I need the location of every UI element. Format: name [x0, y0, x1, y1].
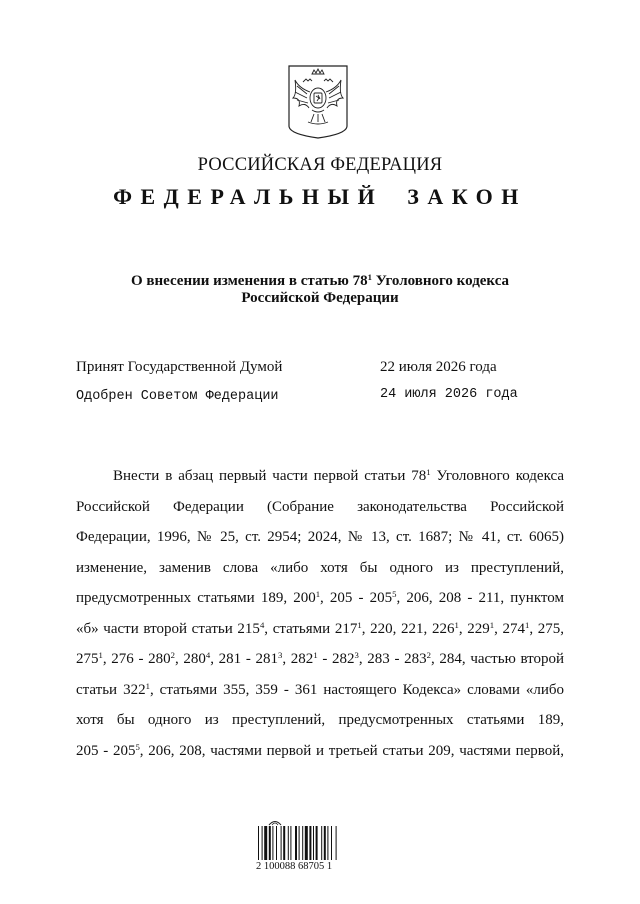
barcode-bar — [281, 826, 282, 860]
article-superscript: 1 — [367, 272, 372, 283]
law-subject-line-1 — [0, 273, 640, 290]
body-text-segment: , 282 — [282, 651, 314, 667]
body-text-segment: хотя бы одного из преступлений, предусмотренных статьями 189, — [76, 712, 564, 728]
article-superscript: 1 — [426, 467, 431, 478]
article-superscript: 1 — [454, 619, 459, 630]
law-subject-line-2: Российской Федерации — [241, 290, 399, 306]
body-text-segment: Федерации, 1996, № 25, ст. 2954; 2024, № 13, ст. 1687; № 41, ст. 6065) — [76, 529, 564, 545]
barcode-bars — [256, 826, 356, 860]
body-text-segment: , 220, 221, 226 — [361, 620, 455, 637]
barcode-bar — [295, 826, 297, 860]
article-superscript: 4 — [205, 650, 211, 661]
body-text-line — [76, 492, 564, 523]
article-superscript: 4 — [259, 619, 265, 630]
body-text-segment: , 275, — [529, 620, 565, 637]
article-superscript: 1 — [98, 650, 103, 661]
barcode-bar — [305, 826, 308, 860]
article-superscript: 1 — [357, 619, 362, 630]
article-superscript: 2 — [426, 650, 431, 661]
body-text-segment: - 282 — [317, 651, 355, 667]
barcode-bar — [331, 826, 332, 860]
body-text-segment: Внести в абзац первый части первой статьи 78 — [113, 468, 427, 484]
body-text-segment: , 206, 208 - 211, пунктом — [396, 590, 564, 606]
body-text-segment: статьи 322 — [76, 681, 146, 698]
barcode-bar — [272, 826, 273, 860]
law-body-paragraph — [76, 461, 564, 766]
barcode-bar — [316, 826, 318, 860]
article-superscript: 1 — [489, 619, 495, 630]
body-text-segment: 275 — [76, 651, 99, 667]
barcode-bar — [290, 826, 291, 860]
barcode-bar — [321, 826, 322, 860]
barcode-bar — [264, 826, 267, 860]
article-superscript: 1 — [145, 680, 150, 691]
law-subject-title — [0, 273, 640, 307]
article-superscript: 3 — [278, 650, 283, 661]
body-text-segment: «б» части второй статьи 215 — [76, 620, 260, 637]
barcode-bar — [262, 826, 263, 860]
duma-adoption-date: 22 июля 2026 года — [380, 359, 497, 375]
body-text-segment: Российской Федерации (Собрание законодательства Российской — [76, 498, 564, 515]
barcode-bar — [258, 826, 259, 860]
council-approval-label: Одобрен Советом Федерации — [76, 389, 279, 404]
body-text-segment: , статьями 217 — [264, 620, 358, 637]
barcode-bar — [327, 826, 328, 860]
body-text-line — [76, 461, 564, 492]
body-text-segment: , 284, частью второй — [430, 651, 565, 667]
body-text-segment: Уголовного кодекса — [430, 468, 564, 484]
article-superscript: 5 — [392, 589, 397, 600]
body-text-segment: изменение, заменив слова «либо хотя бы одного из преступлений, — [76, 559, 564, 576]
body-text-segment: предусмотренных статьями 189, 200 — [76, 590, 316, 606]
article-superscript: 5 — [135, 741, 140, 752]
body-text-line — [76, 522, 564, 553]
body-text-line — [76, 553, 564, 584]
article-superscript: 2 — [170, 650, 175, 661]
barcode-bar — [269, 826, 271, 860]
country-name: РОССИЙСКАЯ ФЕДЕРАЦИЯ — [197, 155, 443, 175]
body-text-line — [76, 675, 564, 706]
body-text-segment: , 205 - 205 — [320, 590, 393, 606]
document-type-word-1: ФЕДЕРАЛЬНЫЙ — [113, 184, 384, 209]
barcode-bar — [313, 826, 314, 860]
body-text-segment: , 280 — [174, 651, 206, 667]
council-approval-date: 24 июля 2026 года — [380, 387, 518, 402]
barcode-bar — [302, 826, 303, 860]
barcode-bar — [324, 826, 326, 860]
article-superscript: 1 — [525, 619, 530, 630]
body-text-line — [76, 583, 564, 614]
body-text-segment: 205 - 205 — [76, 742, 136, 759]
body-text-segment: , 276 - 280 — [102, 651, 171, 667]
body-text-line — [76, 644, 564, 675]
law-subject-text: Уголовного кодекса — [371, 273, 510, 289]
barcode-bar — [276, 826, 277, 860]
body-text-segment: , 281 - 281 — [210, 651, 279, 667]
barcode-bar — [299, 826, 300, 860]
article-superscript: 3 — [354, 650, 359, 661]
body-text-segment: , статьями 355, 359 - 361 настоящего Кодекса» словами «либо — [149, 681, 565, 698]
body-text-line — [76, 736, 564, 767]
coat-of-arms-emblem — [287, 64, 349, 140]
article-superscript: 1 — [315, 589, 321, 600]
body-text-segment: , 274 — [494, 620, 525, 637]
barcode-number: 2 100088 68705 1 — [256, 861, 333, 872]
barcode-logo-icon — [268, 818, 282, 826]
law-subject-text: О внесении изменения в статью 78 — [130, 273, 368, 289]
body-text-line — [76, 705, 564, 736]
barcode-bar — [309, 826, 311, 860]
article-superscript: 1 — [313, 650, 318, 661]
duma-adoption-label: Принят Государственной Думой — [76, 359, 283, 375]
barcode-bar — [288, 826, 289, 860]
body-text-segment: , 229 — [458, 620, 490, 637]
document-type-word-2: ЗАКОН — [407, 184, 527, 209]
body-text-line — [76, 614, 564, 645]
document-type-title — [0, 184, 640, 210]
body-text-segment: , 283 - 283 — [358, 651, 427, 667]
body-text-segment: , 206, 208, частями первой и третьей статьи 209, частями первой, — [139, 742, 565, 759]
barcode-bar — [283, 826, 285, 860]
barcode-bar — [336, 826, 337, 860]
